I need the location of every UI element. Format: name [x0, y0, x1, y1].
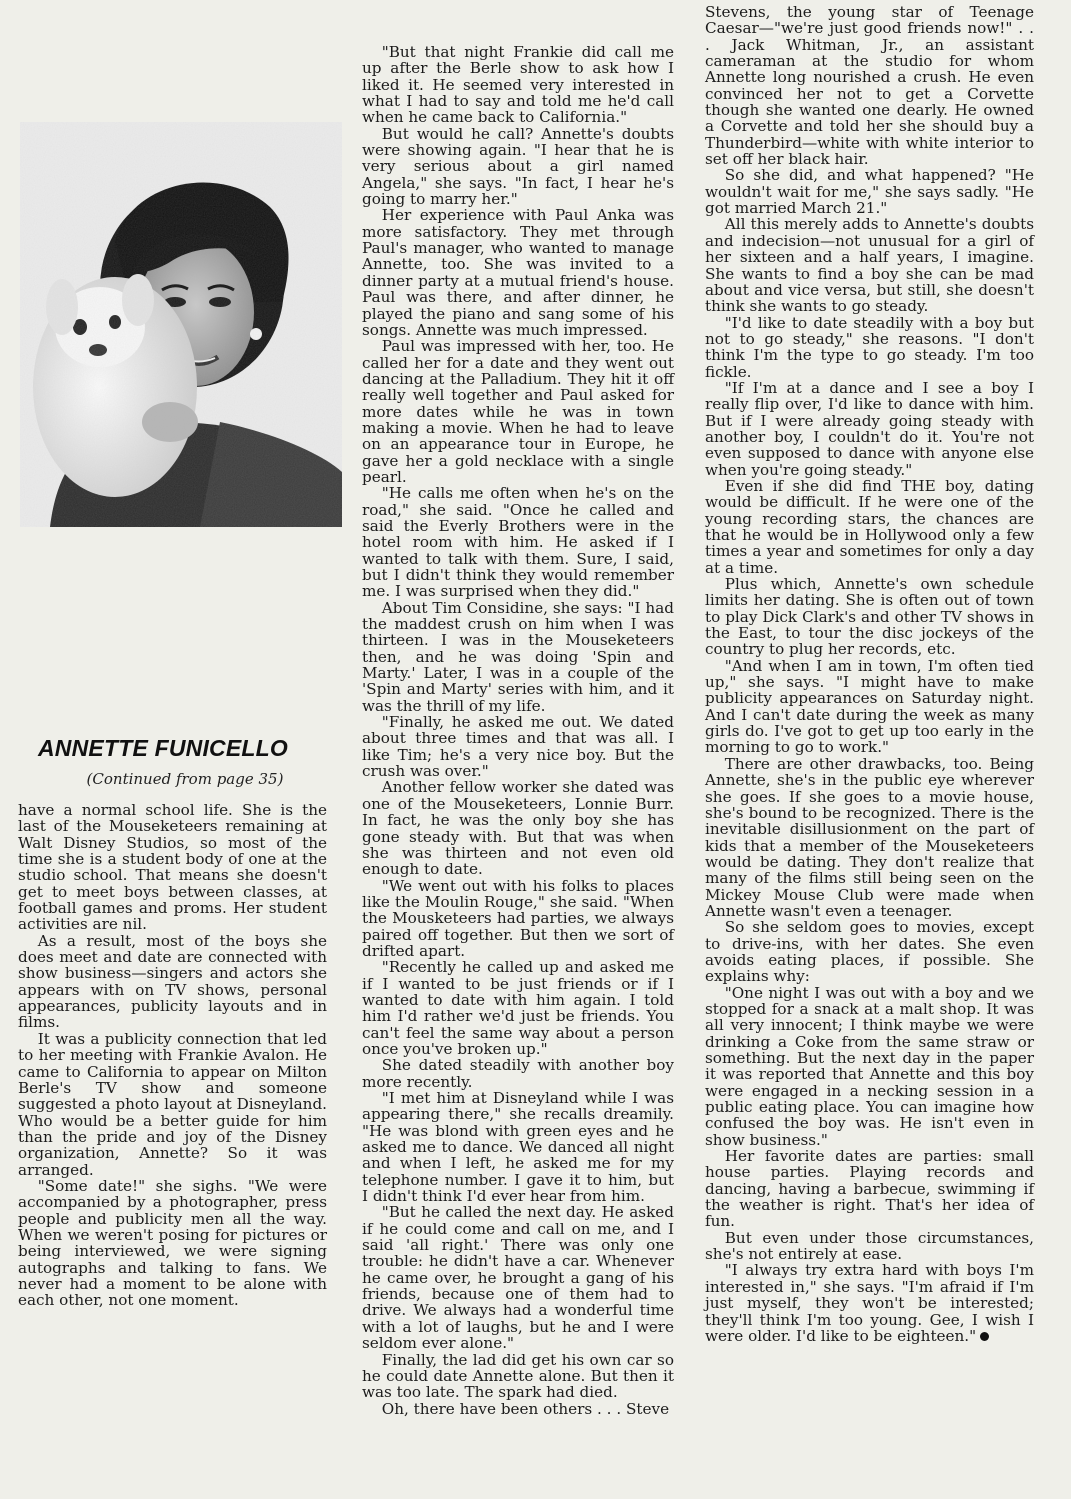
paragraph: Her experience with Paul Anka was more satisfactory. They met through Paul's manager, who wanted to manage Annette, too. She was invited to a dinner party at a mutual friend's house. Paul was there, and after dinner, he played the piano and sang some of his songs. Annette was much impressed. [362, 206, 674, 339]
paragraph: "I met him at Disneyland while I was appearing there," she recalls dreamily. "He was blond with green eyes and he asked me to dance. We danced all night and when I left, he asked me for my telephone number. I gave it to him, but I didn't think I'd ever hear from him. [362, 1089, 674, 1206]
paragraph: She dated steadily with another boy more recently. [362, 1056, 674, 1091]
paragraph: About Tim Considine, she says: "I had the maddest crush on him when I was thirteen. I was in the Mouseketeers then, and he was doing 'Spin and Marty.' Later, I was in a couple of the 'Spin and Marty' series with him, and it was the thrill of my life. [362, 598, 674, 715]
paragraph: "Finally, he asked me out. We dated about three times and that was all. I like Tim; he's a very nice boy. But the crush was over." [362, 713, 674, 781]
end-mark-icon [980, 1332, 989, 1341]
paragraph: "We went out with his folks to places like the Moulin Rouge," she said. "When the Mousketeers had parties, we always paired off together. But then we sort of drifted apart. [362, 876, 674, 960]
paragraph: But even under those circumstances, she's not entirely at ease. [705, 1228, 1034, 1264]
article-column-1 [18, 802, 327, 1309]
paragraph: "But that night Frankie did call me up after the Berle show to ask how I liked it. He seemed very interested in what I had to say and told me he'd call when he came back to California." [362, 43, 674, 127]
article-column-3 [705, 4, 1034, 1344]
paragraph: Stevens, the young star of Teenage Caesar—"we're just good friends now!" . . . Jack Whitman, Jr., an assistant cameraman at the studio for whom Annette long nourished a crush. He even convinced her not to get a Corvette though she wanted one dearly. He owned a Corvette and told her she should buy a Thunderbird—white with white interior to set off her black hair. [705, 3, 1034, 169]
paragraph: So she did, and what happened? "He wouldn't wait for me," she says sadly. "He got married March 21." [705, 166, 1034, 218]
paragraph: Paul was impressed with her, too. He called her for a date and they went out dancing at the Palladium. They hit it off really well together and Paul asked for more dates while he was in town making a movie. When he had to leave on an appearance tour in Europe, he gave her a gold necklace with a single pearl. [362, 337, 674, 486]
paragraph: There are other drawbacks, too. Being Annette, she's in the public eye wherever she goes. If she goes to a movie house, she's bound to be recognized. There is the inevitable disillusionment on the part of kids that a member of the Mouseketeers would be dating. They don't realize that many of the films still being seen on the Mickey Mouse Club were made when Annette wasn't even a teenager. [705, 754, 1034, 920]
paragraph: It was a publicity connection that led to her meeting with Frankie Avalon. He came to California to appear on Milton Berle's TV show and someone suggested a photo layout at Disneyland. Who would be a better guide for him than the pride and joy of the Disney organization, Annette? So it was arranged. [18, 1029, 327, 1179]
paragraph: Another fellow worker she dated was one of the Mouseketeers, Lonnie Burr. In fact, he was the only boy she has gone steady with. But that was when she was thirteen and not even old enough to date. [362, 778, 674, 879]
paragraph: Even if she did find THE boy, dating would be difficult. If he were one of the young recording stars, the chances are that he would be in Hollywood only a few times a year and sometimes for only a day at a time. [705, 476, 1034, 577]
paragraph: "He calls me often when he's on the road," she said. "Once he called and said the Everly Brothers were in the hotel room with him. He asked if I wanted to talk with them. Sure, I said, but I didn't think they would remember me. I was surprised when they did." [362, 484, 674, 601]
paragraph: As a result, most of the boys she does meet and date are connected with show business—singers and actors she appears with on TV shows, personal appearances, publicity layouts and in films. [18, 931, 327, 1032]
paragraph: All this merely adds to Annette's doubts and indecision—not unusual for a girl of her sixteen and a half years, I imagine. She wants to find a boy she can be mad about and vice versa, but still, she doesn't think she wants to go steady. [705, 215, 1034, 316]
paragraph: "Some date!" she sighs. "We were accompanied by a photographer, press people and publicity men all the way. When we weren't posing for pictures or being interviewed, we were signing autographs and talking to fans. We never had a moment to be alone with each other, not one moment. [18, 1176, 327, 1310]
paragraph: "But he called the next day. He asked if he could come and call on me, and I said 'all right.' There was only one trouble: he didn't have a car. Whenever he came over, he brought a gang of his friends, because one of them had to drive. We always had a wonderful time with a lot of laughs, but he and I were seldom ever alone." [362, 1203, 674, 1353]
paragraph: Oh, there have been others . . . Steve [381, 1399, 670, 1418]
paragraph: have a normal school life. She is the last of the Mouseketeers remaining at Walt Disney Studios, so most of the time she is a student body of one at the studio school. That means she doesn't get to meet boys between classes, at football games and proms. Her student activities are nil. [18, 801, 327, 934]
article-column-2 [362, 44, 674, 1417]
paragraph [705, 1262, 1034, 1344]
paragraph: So she seldom goes to movies, except to drive-ins, with her dates. She even avoids eating places, if possible. She explains why: [705, 918, 1034, 986]
paragraph: Her favorite dates are parties: small house parties. Playing records and dancing, having a barbecue, swimming if the weather is right. That's her idea of fun. [705, 1147, 1034, 1231]
paragraph: Finally, the lad did get his own car so he could date Annette alone. But then it was too late. The spark had died. [362, 1350, 674, 1402]
paragraph: "Recently he called up and asked me if I wanted to be just friends or if I wanted to date with him again. I told him I'd rather we'd just be friends. You can't feel the same way about a person once you've broken up." [362, 958, 674, 1058]
continued-note: (Continued from page 35) [86, 770, 284, 788]
article-heading: ANNETTE FUNICELLO [38, 735, 288, 761]
annette-photo [20, 122, 342, 527]
paragraph: "If I'm at a dance and I see a boy I really flip over, I'd like to dance with him. But if I were already going steady with another boy, I couldn't do it. You're not even supposed to dance with anyone else when you're going steady." [705, 378, 1034, 479]
paragraph-text: "I always try extra hard with boys I'm interested in," she says. "I'm afraid if I'm just myself, they won't be interested; they'll think I'm too young. Gee, I wish I were older. I'd like to be eighteen." [705, 1261, 1034, 1345]
paragraph: "I'd like to date steadily with a boy but not to go steady," she reasons. "I don't think I'm the type to go steady. I'm too fickle. [705, 313, 1034, 381]
paragraph: Plus which, Annette's own schedule limits her dating. She is often out of town to play Dick Clark's and other TV shows in the East, to tour the disc jockeys of the country to plug her records, etc. [705, 575, 1034, 659]
paragraph: "And when I am in town, I'm often tied up," she says. "I might have to make publicity appearances on Saturday night. And I can't date during the week as many girls do. I've got to get up too early in the morning to go to work." [705, 656, 1034, 757]
paragraph: "One night I was out with a boy and we stopped for a snack at a malt shop. It was all very innocent; I think maybe we were drinking a Coke from the same straw or something. But the next day in the paper it was reported that Annette and this boy were engaged in a necking session in a public eating place. You can imagine how confused the boy was. He isn't even in show business." [705, 983, 1034, 1149]
paragraph: But would he call? Annette's doubts were showing again. "I hear that he is very serious about a girl named Angela," she says. "In fact, I hear he's going to marry her." [362, 124, 674, 209]
portrait-photo-icon [20, 122, 342, 527]
